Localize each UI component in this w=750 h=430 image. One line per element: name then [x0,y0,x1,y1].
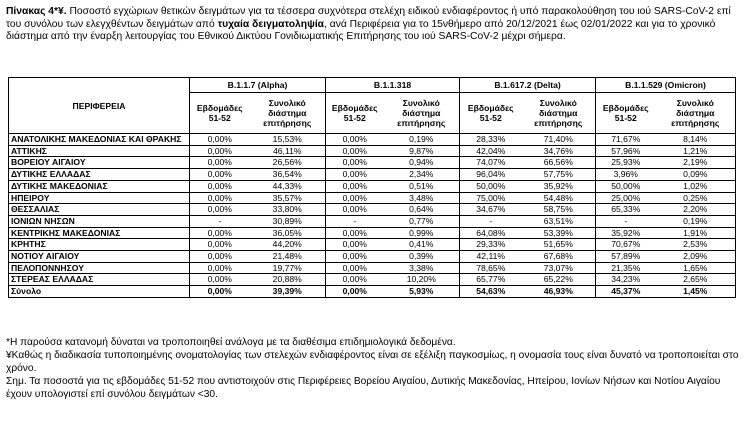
group-header: B.1.617.2 (Delta) [460,78,596,93]
sub-header-total-period: Συνολικό διάστημα επιτήρησης [656,93,736,134]
value-cell: 0,00% [190,169,250,181]
value-cell: 0,39% [384,251,460,263]
value-cell: 46,93% [522,286,596,298]
value-cell: 0,00% [190,145,250,157]
value-cell: 0,00% [190,239,250,251]
value-cell: 2,34% [384,169,460,181]
value-cell: 96,04% [460,169,522,181]
region-cell: ΑΤΤΙΚΗΣ [9,145,190,157]
value-cell: 51,65% [522,239,596,251]
table-row [9,251,736,263]
value-cell: 0,00% [326,157,384,169]
caption-text-2: , ανά Περιφέρεια για το 15νθήμερο από 20/12/2021 έως 02/01/2022 και για το χρονικό διάστημα από την έναρξη λειτουργίας του Εθνικού Δικτύου Γονιδιωματικής Επιτήρησης του ιού SARS-CoV-2 μέχρι σήμερα. [6,18,716,42]
notes [6,336,746,401]
value-cell: 1,91% [656,227,736,239]
value-cell: 5,93% [384,286,460,298]
value-cell: 0,64% [384,204,460,216]
value-cell: 15,53% [250,134,326,146]
value-cell: 73,07% [522,262,596,274]
value-cell: 65,22% [522,274,596,286]
value-cell: 58,75% [522,204,596,216]
value-cell: 29,33% [460,239,522,251]
value-cell: 0,00% [190,134,250,146]
value-cell: 78,65% [460,262,522,274]
region-cell: ΚΕΝΤΡΙΚΗΣ ΜΑΚΕΔΟΝΙΑΣ [9,227,190,239]
value-cell: 2,20% [656,204,736,216]
value-cell: - [326,215,384,227]
value-cell: 0,00% [326,145,384,157]
value-cell: 0,00% [190,180,250,192]
value-cell: 0,19% [384,134,460,146]
value-cell: 2,09% [656,251,736,263]
value-cell: 57,89% [596,251,656,263]
value-cell: 50,00% [596,180,656,192]
value-cell: 36,05% [250,227,326,239]
value-cell: 0,94% [384,157,460,169]
value-cell: 3,38% [384,262,460,274]
value-cell: 34,67% [460,204,522,216]
value-cell: 71,40% [522,134,596,146]
value-cell: 19,77% [250,262,326,274]
value-cell: 34,23% [596,274,656,286]
value-cell: 67,68% [522,251,596,263]
value-cell: 57,75% [522,169,596,181]
value-cell: 25,00% [596,192,656,204]
table-row [9,215,736,227]
value-cell: 0,00% [326,227,384,239]
region-cell: ΠΕΛΟΠΟΝΝΗΣΟΥ [9,262,190,274]
region-cell: ΘΕΣΣΑΛΙΑΣ [9,204,190,216]
group-header: B.1.1.529 (Omicron) [596,78,736,93]
sub-header-total-period: Συνολικό διάστημα επιτήρησης [522,93,596,134]
value-cell: 64,08% [460,227,522,239]
value-cell: 0,00% [190,274,250,286]
total-row [9,286,736,298]
value-cell: 21,35% [596,262,656,274]
value-cell: 42,11% [460,251,522,263]
value-cell: 63,51% [522,215,596,227]
value-cell: 44,33% [250,180,326,192]
value-cell: 0,00% [326,204,384,216]
note-2: ¥Καθώς η διαδικασία τυποποιημένης ονοματολογίας των στελεχών ενδιαφέροντος είναι σε εξέλιξη παγκοσμίως, η ονομασία τους είναι δυνατό να τροποποιείται στο χρόνο. [6,350,739,374]
value-cell: 65,33% [596,204,656,216]
group-header-row [9,78,736,93]
value-cell: 28,33% [460,134,522,146]
value-cell: 30,89% [250,215,326,227]
region-cell: ΝΟΤΙΟΥ ΑΙΓΑΙΟΥ [9,251,190,263]
table-body [9,134,736,298]
value-cell: 34,76% [522,145,596,157]
table-row [9,239,736,251]
value-cell: 74,07% [460,157,522,169]
sub-header-weeks: Εβδομάδες 51-52 [596,93,656,134]
value-cell: 0,00% [190,262,250,274]
value-cell: 25,93% [596,157,656,169]
region-cell: ΗΠΕΙΡΟΥ [9,192,190,204]
value-cell: 0,00% [190,157,250,169]
value-cell: 46,11% [250,145,326,157]
region-cell: ΚΡΗΤΗΣ [9,239,190,251]
value-cell: 50,00% [460,180,522,192]
value-cell: 1,45% [656,286,736,298]
value-cell: 2,65% [656,274,736,286]
value-cell: 0,00% [326,134,384,146]
table-row [9,204,736,216]
table-row [9,134,736,146]
value-cell: 1,21% [656,145,736,157]
sub-header-total-period: Συνολικό διάστημα επιτήρησης [384,93,460,134]
value-cell: 35,92% [596,227,656,239]
value-cell: 10,20% [384,274,460,286]
group-header: B.1.1.318 [326,78,460,93]
value-cell: 0,00% [326,251,384,263]
value-cell: 0,09% [656,169,736,181]
value-cell: 0,00% [326,180,384,192]
value-cell: 0,00% [190,204,250,216]
value-cell: 35,92% [522,180,596,192]
value-cell: 1,65% [656,262,736,274]
value-cell: 8,14% [656,134,736,146]
value-cell: 57,96% [596,145,656,157]
table-row [9,157,736,169]
caption-bold: τυχαία δειγματοληψία [217,18,325,30]
value-cell: 53,39% [522,227,596,239]
group-header: B.1.1.7 (Alpha) [190,78,326,93]
value-cell: 2,53% [656,239,736,251]
note-3: Σημ. Τα ποσοστά για τις εβδομάδες 51-52 που αντιστοιχούν στις Περιφέρειες Βορείου Αιγαίου, Δυτικής Μακεδονίας, Ηπείρου, Ιονίων Νήσων και Νοτίου Αιγαίου έχουν υπολογιστεί επί συνόλου δειγμάτων <30. [6,376,721,400]
value-cell: 0,00% [326,262,384,274]
value-cell: 0,99% [384,227,460,239]
sub-header-weeks: Εβδομάδες 51-52 [326,93,384,134]
value-cell: 0,00% [326,239,384,251]
value-cell: 45,37% [596,286,656,298]
value-cell: 0,00% [326,169,384,181]
value-cell: 0,25% [656,192,736,204]
table-row [9,262,736,274]
value-cell: 33,80% [250,204,326,216]
value-cell: 70,67% [596,239,656,251]
table-caption [6,6,744,44]
value-cell: 1,02% [656,180,736,192]
sub-header-weeks: Εβδομάδες 51-52 [190,93,250,134]
caption-text-1: Ποσοστό εγχώριων θετικών δειγμάτων για τα τέσσερα συχνότερα στελέχη ειδικού ενδιαφέροντος ή υπό παρακολούθηση του ιού SARS-CoV-2 επί του συνόλου των ελεγχθέντων δειγμάτων από [6,6,731,30]
value-cell: 65,77% [460,274,522,286]
table-row [9,180,736,192]
table-row [9,227,736,239]
value-cell: 0,41% [384,239,460,251]
value-cell: 71,67% [596,134,656,146]
value-cell: - [460,215,522,227]
value-cell: 0,00% [190,286,250,298]
region-header: ΠΕΡΙΦΕΡΕΙΑ [9,78,190,134]
value-cell: 0,19% [656,215,736,227]
region-cell: ΑΝΑΤΟΛΙΚΗΣ ΜΑΚΕΔΟΝΙΑΣ ΚΑΙ ΘΡΑΚΗΣ [9,134,190,146]
value-cell: 2,19% [656,157,736,169]
region-cell: ΙΟΝΙΩΝ ΝΗΣΩΝ [9,215,190,227]
variants-table [8,77,736,298]
sub-header-weeks: Εβδομάδες 51-52 [460,93,522,134]
value-cell: 54,63% [460,286,522,298]
value-cell: 0,00% [326,286,384,298]
table-row [9,169,736,181]
region-cell: ΣΤΕΡΕΑΣ ΕΛΛΑΔΑΣ [9,274,190,286]
value-cell: 3,48% [384,192,460,204]
value-cell: 0,00% [326,274,384,286]
region-cell: ΒΟΡΕΙΟΥ ΑΙΓΑΙΟΥ [9,157,190,169]
region-cell: ΔΥΤΙΚΗΣ ΜΑΚΕΔΟΝΙΑΣ [9,180,190,192]
value-cell: 20,88% [250,274,326,286]
table-row [9,274,736,286]
value-cell: 21,48% [250,251,326,263]
region-cell: ΔΥΤΙΚΗΣ ΕΛΛΑΔΑΣ [9,169,190,181]
table-row [9,145,736,157]
value-cell: 0,51% [384,180,460,192]
sub-header-total-period: Συνολικό διάστημα επιτήρησης [250,93,326,134]
value-cell: 75,00% [460,192,522,204]
value-cell: 0,00% [326,192,384,204]
value-cell: 54,48% [522,192,596,204]
caption-title: Πίνακας 4*¥. [6,6,67,17]
value-cell: 36,54% [250,169,326,181]
table-row [9,192,736,204]
value-cell: 0,00% [190,251,250,263]
region-cell: Σύνολο [9,286,190,298]
value-cell: - [190,215,250,227]
value-cell: 9,87% [384,145,460,157]
value-cell: 26,56% [250,157,326,169]
value-cell: 0,77% [384,215,460,227]
value-cell: 42,04% [460,145,522,157]
value-cell: 66,56% [522,157,596,169]
value-cell: 39,39% [250,286,326,298]
value-cell: 44,20% [250,239,326,251]
value-cell: 0,00% [190,227,250,239]
value-cell: - [596,215,656,227]
value-cell: 0,00% [190,192,250,204]
note-1: *Η παρούσα κατανομή δύναται να τροποποιηθεί ανάλογα με τα διαθέσιμα επιδημιολογικά δεδομένα. [6,337,456,348]
value-cell: 35,57% [250,192,326,204]
value-cell: 3,96% [596,169,656,181]
